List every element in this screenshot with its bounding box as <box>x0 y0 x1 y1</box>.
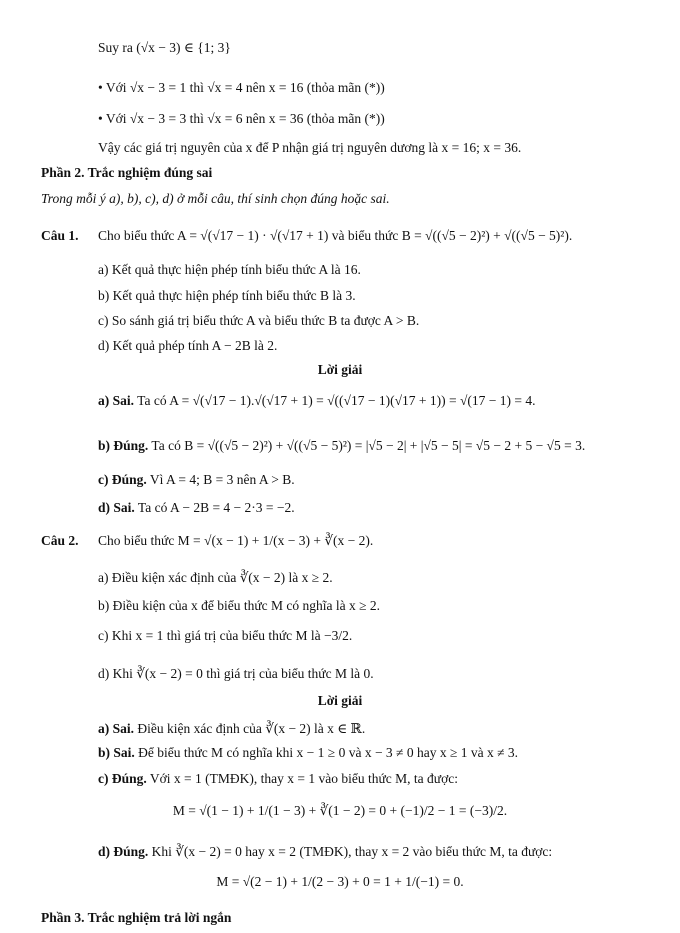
question-1-stem: Cho biểu thức A = √(√17 − 1) · √(√17 + 1) và biểu thức B = √((√5 − 2)²) + √((√5 − 5)²). <box>98 228 573 243</box>
part-2-instruction: Trong mỗi ý a), b), c), d) ở mỗi câu, thí sinh chọn đúng hoặc sai. <box>41 191 390 206</box>
part-3-title: Phần 3. Trắc nghiệm trả lời ngắn <box>41 910 232 925</box>
q2-solution-d-equation: M = √(2 − 1) + 1/(2 − 3) + 0 = 1 + 1/(−1) = 0. <box>216 874 464 889</box>
q2-solution-c-verdict: c) Đúng. <box>98 771 147 786</box>
q2-solution-d <box>98 844 552 860</box>
q1-solution-b-verdict: b) Đúng. <box>98 438 149 453</box>
q1-option-b: b) Kết quả thực hiện phép tính biểu thức B là 3. <box>98 288 356 303</box>
q2-solution-b-text: Để biểu thức M có nghĩa khi x − 1 ≥ 0 và x − 3 ≠ 0 hay x ≥ 1 và x ≠ 3. <box>138 745 519 760</box>
q2-option-a: a) Điều kiện xác định của ∛(x − 2) là x ≥ 2. <box>98 570 333 585</box>
q2-solution-b <box>98 745 518 761</box>
q1-option-c: c) So sánh giá trị biểu thức A và biểu thức B ta được A > B. <box>98 313 420 328</box>
q2-solution-d-text: Khi ∛(x − 2) = 0 hay x = 2 (TMĐK), thay x = 2 vào biểu thức M, ta được: <box>151 844 553 859</box>
q1-solution-b-text: Ta có B = √((√5 − 2)²) + √((√5 − 5)²) = |√5 − 2| + |√5 − 5| = √5 − 2 + 5 − √5 = 3. <box>151 438 586 453</box>
conclusion-line: Vậy các giá trị nguyên của x để P nhận giá trị nguyên dương là x = 16; x = 36. <box>98 140 522 155</box>
q2-solution-b-verdict: b) Sai. <box>98 745 135 760</box>
question-1-label: Câu 1. <box>41 228 79 243</box>
q2-option-d: d) Khi ∛(x − 2) = 0 thì giá trị của biểu thức M là 0. <box>98 666 374 681</box>
q1-solution-d <box>98 500 295 516</box>
suy-ra-line: Suy ra (√x − 3) ∈ {1; 3} <box>98 40 231 55</box>
q1-option-d: d) Kết quả phép tính A − 2B là 2. <box>98 338 278 353</box>
q1-solution-b <box>98 438 585 454</box>
q1-solution-d-text: Ta có A − 2B = 4 − 2·3 = −2. <box>137 500 295 515</box>
q2-solution-a-text: Điều kiện xác định của ∛(x − 2) là x ∈ ℝ. <box>137 721 366 736</box>
q2-solution-c-equation: M = √(1 − 1) + 1/(1 − 3) + ∛(1 − 2) = 0 + (−1)/2 − 1 = (−3)/2. <box>172 803 508 818</box>
q2-solution-title: Lời giải <box>317 693 363 708</box>
q2-solution-c-text: Với x = 1 (TMĐK), thay x = 1 vào biểu thức M, ta được: <box>149 771 458 786</box>
q1-solution-c-verdict: c) Đúng. <box>98 472 147 487</box>
q2-solution-c <box>98 771 458 787</box>
q1-solution-a <box>98 393 535 409</box>
q1-solution-c <box>98 472 295 488</box>
case-2-line: • Với √x − 3 = 3 thì √x = 6 nên x = 36 (thỏa mãn (*)) <box>98 111 385 126</box>
question-2-stem: Cho biểu thức M = √(x − 1) + 1/(x − 3) + ∛(x − 2). <box>98 533 374 548</box>
q1-solution-title: Lời giải <box>317 362 363 377</box>
q2-solution-a-verdict: a) Sai. <box>98 721 135 736</box>
question-2-label: Câu 2. <box>41 533 79 548</box>
q1-option-a: a) Kết quả thực hiện phép tính biểu thức A là 16. <box>98 262 361 277</box>
q2-option-b: b) Điều kiện của x để biểu thức M có nghĩa là x ≥ 2. <box>98 598 381 613</box>
q1-solution-a-verdict: a) Sai. <box>98 393 135 408</box>
q1-solution-d-verdict: d) Sai. <box>98 500 135 515</box>
q1-solution-c-text: Vì A = 4; B = 3 nên A > B. <box>149 472 295 487</box>
q2-solution-d-verdict: d) Đúng. <box>98 844 149 859</box>
case-1-line: • Với √x − 3 = 1 thì √x = 4 nên x = 16 (thỏa mãn (*)) <box>98 80 385 95</box>
q2-solution-a <box>98 721 365 737</box>
part-2-title: Phần 2. Trắc nghiệm đúng sai <box>41 165 213 180</box>
q2-option-c: c) Khi x = 1 thì giá trị của biểu thức M là −3/2. <box>98 628 353 643</box>
q1-solution-a-text: Ta có A = √(√17 − 1).√(√17 + 1) = √((√17 − 1)(√17 + 1)) = √(17 − 1) = 4. <box>137 393 536 408</box>
